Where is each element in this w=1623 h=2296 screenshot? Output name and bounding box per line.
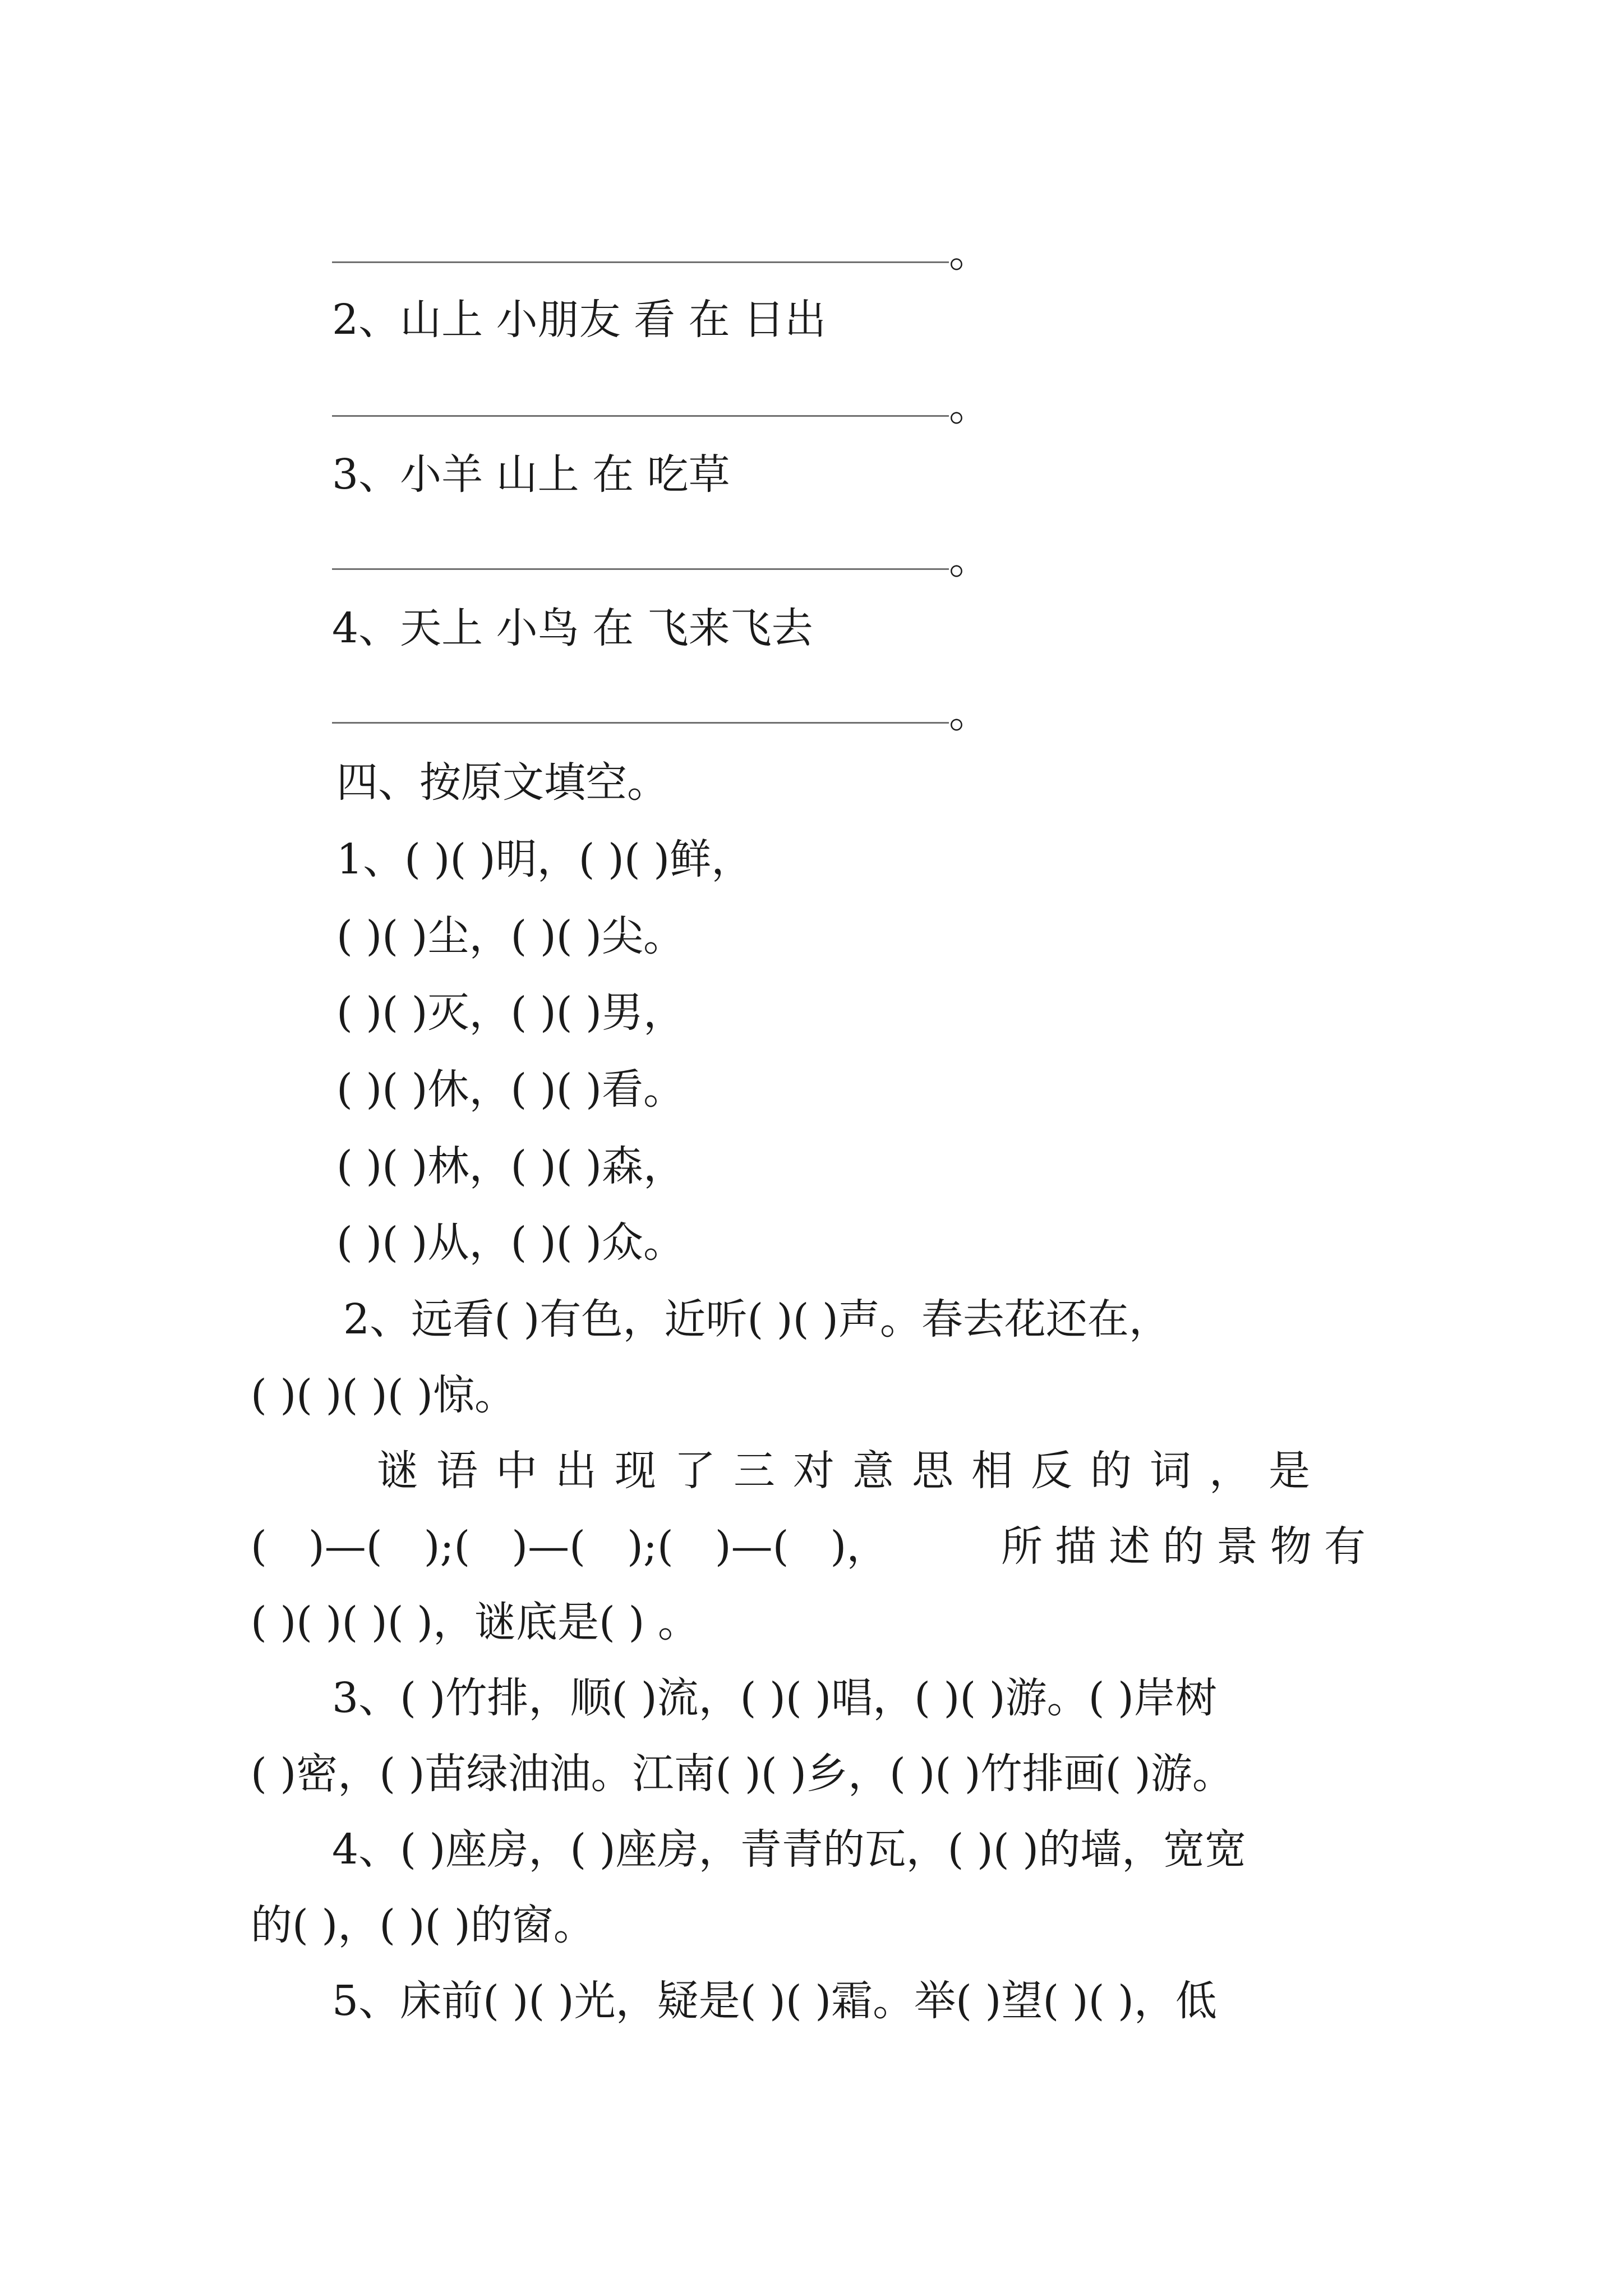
section-heading: 四、按原文填空。 [336, 758, 668, 807]
q1-line-2: ( )( )尘，( )( )尖。 [336, 912, 685, 960]
q2-line-1 [343, 1291, 1375, 1347]
q5-line-1: 5、床前( )( )光，疑是( )( )霜。举( )望( )( )，低 [332, 1977, 1217, 2025]
riddle-line-1: 谜语中出现了三对意思相反的词，是 [377, 1447, 1328, 1495]
sentence-item-2: 2、山上 小朋友 看 在 日出 [332, 296, 827, 344]
q1-line-4: ( )( )休，( )( )看。 [336, 1065, 685, 1114]
answer-line-1[interactable] [332, 261, 949, 263]
riddle-line-3: ( )( )( )( )，谜底是( ) 。 [251, 1598, 699, 1646]
q3-line-2: ( )密，( )苗绿油油。江南( )( )乡，( )( )竹排画( )游。 [251, 1750, 1234, 1798]
q4-line-2: 的( )，( )( )的窗。 [251, 1901, 595, 1949]
sentence-item-3: 3、小羊 山上 在 吃草 [332, 450, 730, 499]
riddle-line-2 [251, 1519, 1378, 1575]
answer-line-4[interactable] [332, 722, 949, 724]
q1-line-1: 1、( )( )明，( )( )鲜， [336, 835, 753, 884]
q1-line-6: ( )( )从，( )( )众。 [336, 1218, 685, 1267]
riddle-pairs: ( )—( );( )—( );( )—( )， [251, 1522, 888, 1571]
q1-line-3: ( )( )灭，( )( )男， [336, 988, 685, 1037]
answer-line-2-period: 。 [949, 382, 990, 430]
sentence-item-4: 4、天上 小鸟 在 飞来飞去 [332, 604, 813, 652]
q2-line-2: ( )( )( )( )惊。 [251, 1371, 517, 1419]
q4-line-1: 4、( )座房，( )座房，青青的瓦，( )( )的墙，宽宽 [332, 1825, 1247, 1874]
q3-line-1: 3、( )竹排，顺( )流，( )( )唱，( )( )游。( )岸树 [332, 1674, 1217, 1722]
answer-line-2[interactable] [332, 415, 949, 417]
q1-line-5: ( )( )林，( )( )森， [336, 1142, 685, 1190]
answer-line-4-period: 。 [949, 689, 990, 737]
riddle-scenery-label: 所描述的景物有 [1001, 1522, 1378, 1571]
answer-line-1-period: 。 [949, 228, 990, 277]
q2-line-1-text: 2、远看( )有色，近听( )( )声。春去花还在， [343, 1295, 1170, 1343]
answer-line-3-period: 。 [949, 535, 990, 583]
answer-line-3[interactable] [332, 568, 949, 570]
